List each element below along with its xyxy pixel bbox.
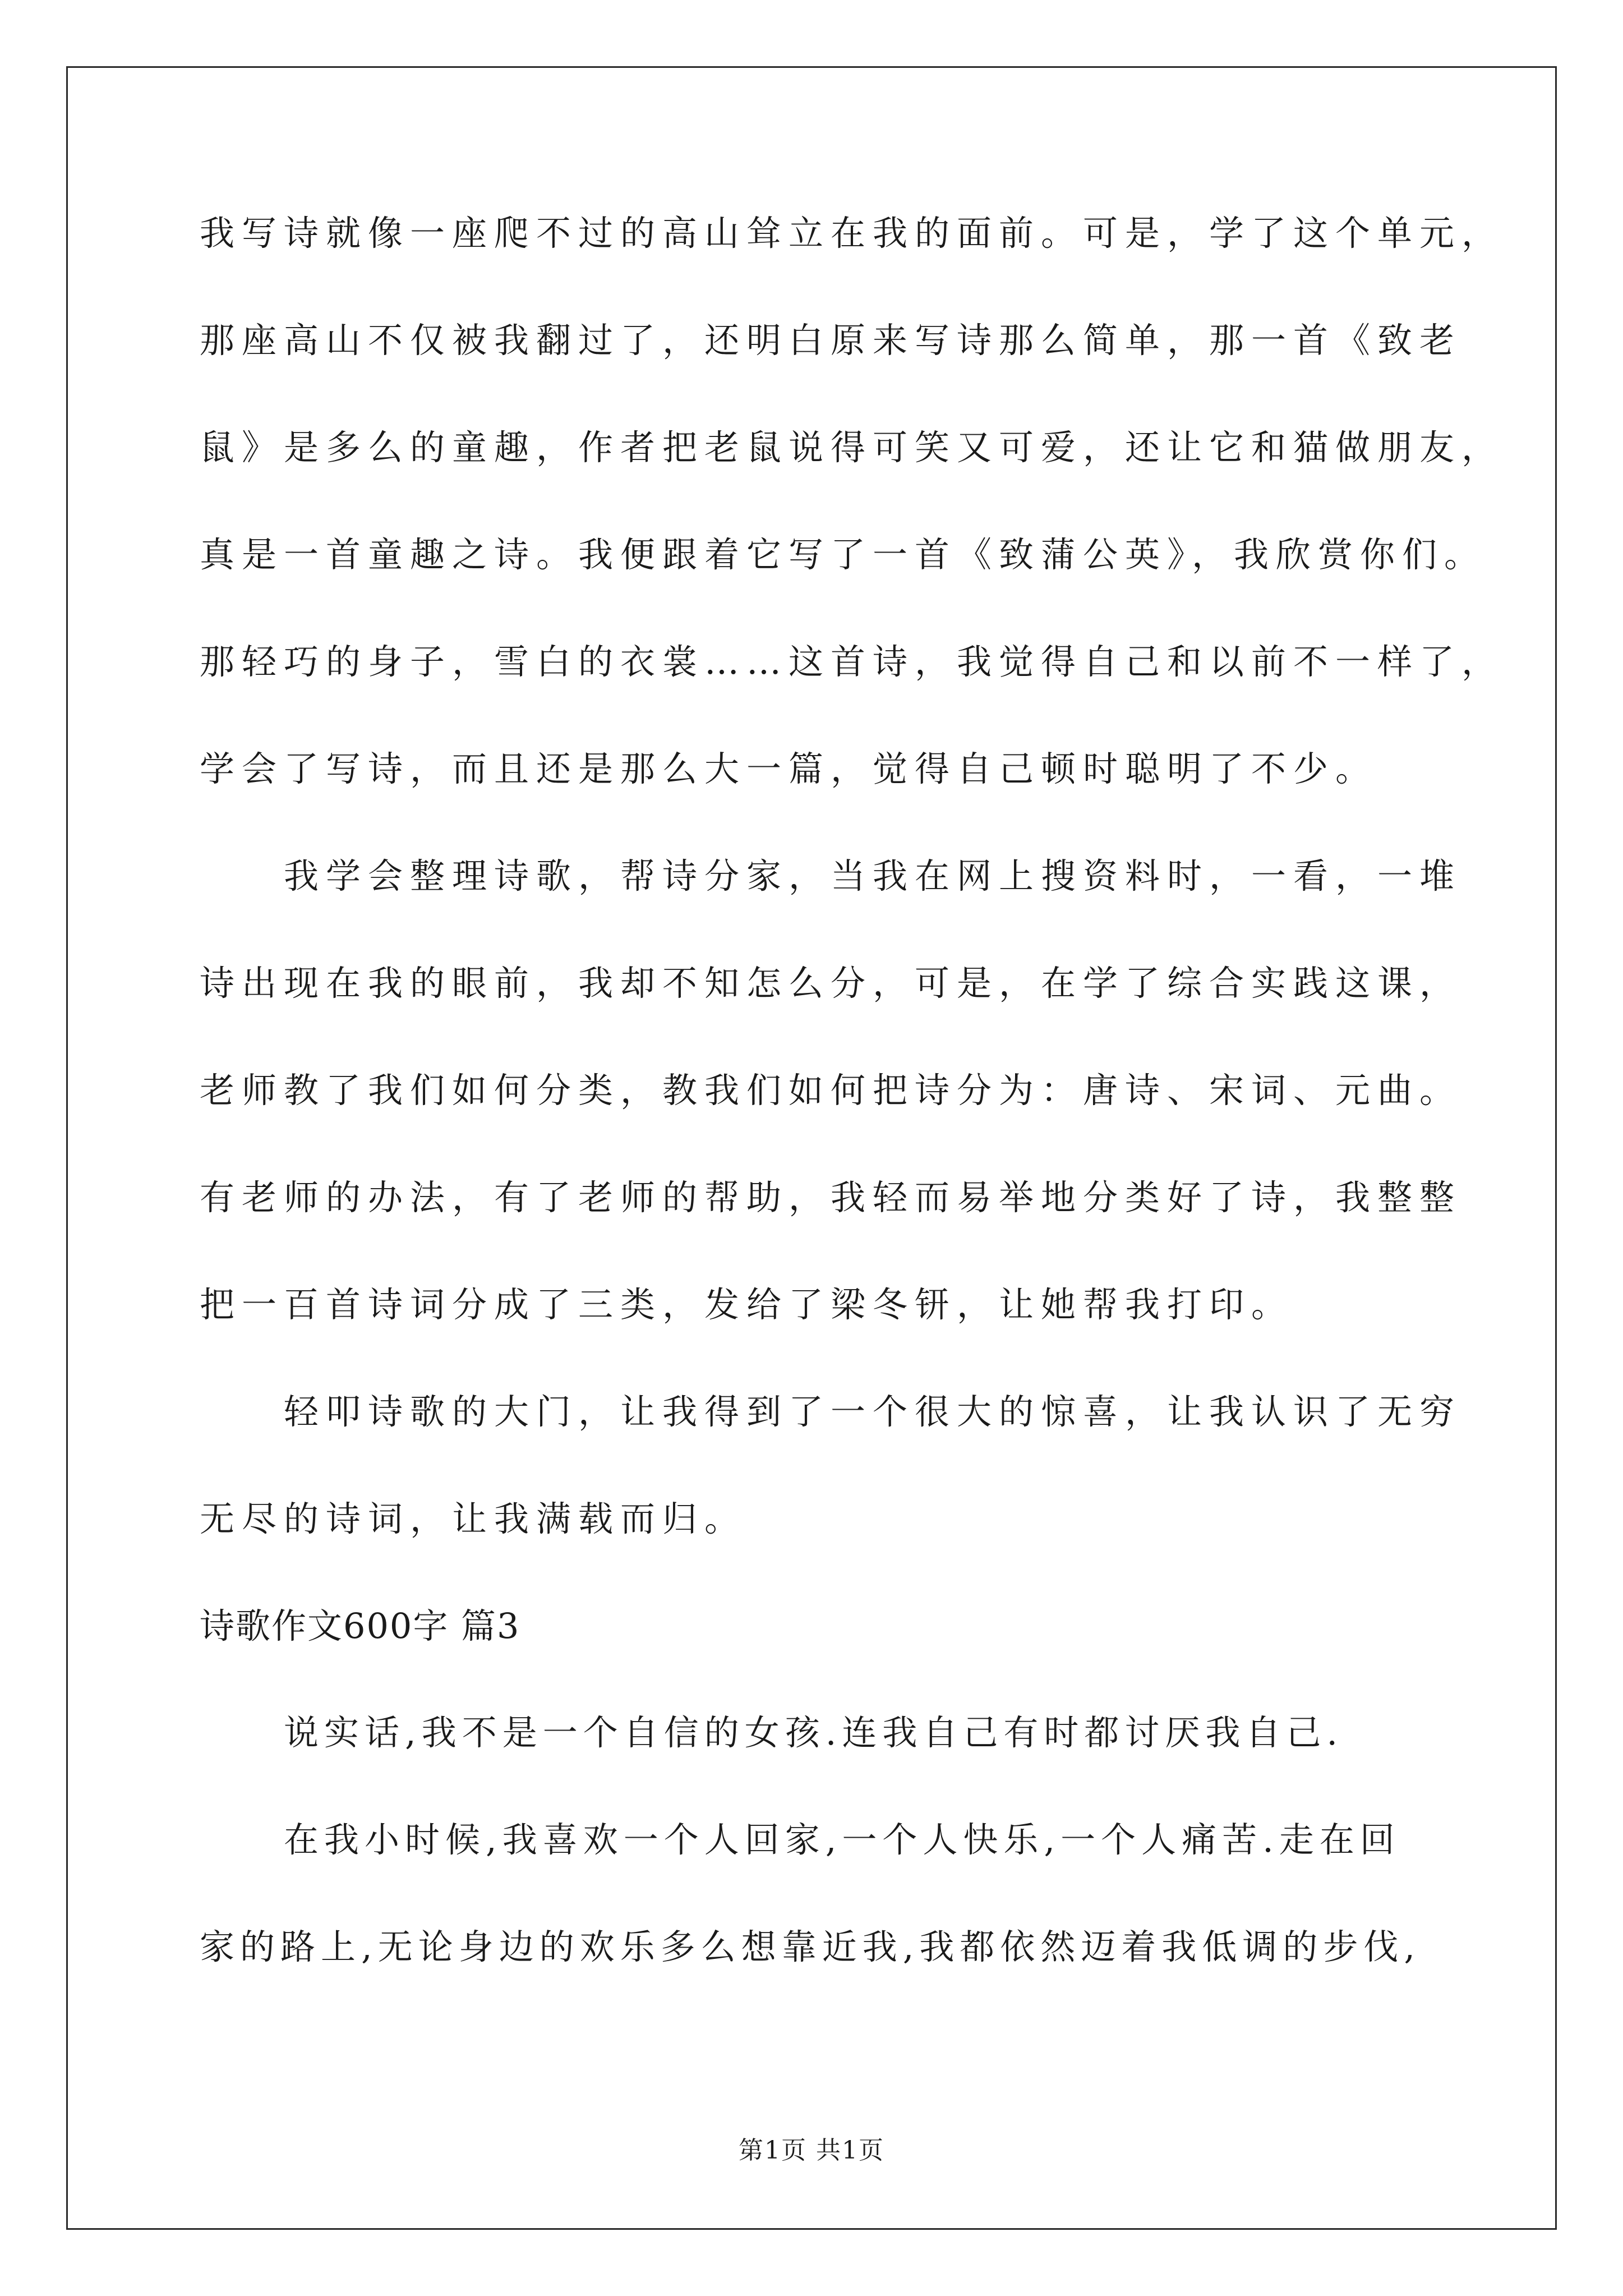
text-line: 老师教了我们如何分类，教我们如何把诗分为：唐诗、宋词、元曲。 [200,1070,1462,1111]
section-heading: 诗歌作文600字 篇3 [200,1605,520,1646]
document-body [200,213,1504,2034]
text-line: 诗出现在我的眼前，我却不知怎么分，可是，在学了综合实践这课， [200,963,1462,1004]
text-line: 无尽的诗词，让我满载而归。 [200,1498,747,1539]
paragraph-start-line: 轻叩诗歌的大门，让我得到了一个很大的惊喜，让我认识了无穷 [284,1391,1462,1432]
page-number-footer: 第1页 共1页 [739,2136,884,2165]
text-line: 真是一首童趣之诗。我便跟着它写了一首《致蒲公英》，我欣赏你们。 [200,534,1487,575]
paragraph-start-line: 在我小时候,我喜欢一个人回家,一个人快乐,一个人痛苦.走在回 [284,1819,1400,1860]
text-line: 学会了写诗，而且还是那么大一篇，觉得自己顿时聪明了不少。 [200,748,1378,789]
text-line: 鼠》是多么的童趣，作者把老鼠说得可笑又可爱，还让它和猫做朋友， [200,427,1504,468]
text-line: 把一百首诗词分成了三类，发给了梁冬钘，让她帮我打印。 [200,1284,1294,1325]
paragraph-start-line: 说实话,我不是一个自信的女孩.连我自己有时都讨厌我自己. [284,1712,1344,1753]
text-line: 家的路上,无论身边的欢乐多么想靠近我,我都依然迈着我低调的步伐, [200,1926,1421,1967]
text-line: 那轻巧的身子，雪白的衣裳……这首诗，我觉得自己和以前不一样了， [200,641,1504,682]
text-line: 我写诗就像一座爬不过的高山耸立在我的面前。可是，学了这个单元， [200,213,1504,254]
text-line: 那座高山不仅被我翻过了，还明白原来写诗那么简单，那一首《致老 [200,320,1462,361]
paragraph-start-line: 我学会整理诗歌，帮诗分家，当我在网上搜资料时，一看，一堆 [284,855,1462,896]
text-line: 有老师的办法，有了老师的帮助，我轻而易举地分类好了诗，我整整 [200,1177,1462,1218]
